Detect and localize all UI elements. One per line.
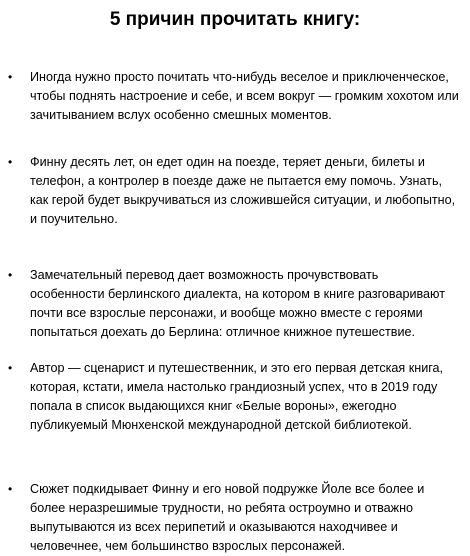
reason-line: особенности берлинского диалекта, на котором в книге разговаривают bbox=[30, 287, 445, 301]
reason-line: человечнее, чем большинство взрослых персонажей. bbox=[30, 539, 346, 553]
reason-text bbox=[30, 266, 464, 342]
reason-text bbox=[30, 68, 464, 125]
reason-line: как герой будет выкручиваться из сложившейся ситуации, и любопытно, bbox=[30, 193, 456, 207]
reason-line: чтобы поднять настроение и себе, и всем вокруг — громким хохотом или bbox=[30, 89, 459, 103]
reason-line: Иногда нужно просто почитать что-нибудь веселое и приключенческое, bbox=[30, 70, 449, 84]
reason-text bbox=[30, 153, 464, 229]
reason-text bbox=[30, 480, 464, 556]
reason-text bbox=[30, 359, 464, 435]
reason-line: Сюжет подкидывает Финну и его новой подружке Йоле все более и bbox=[30, 482, 425, 496]
reason-line: Замечательный перевод дает возможность прочувствовать bbox=[30, 268, 379, 282]
reason-line: Финну десять лет, он едет один на поезде, теряет деньги, билеты и bbox=[30, 155, 425, 169]
reason-line: зачитыванием вслух особенно смешных моментов. bbox=[30, 108, 332, 122]
reason-line: попала в список выдающихся книг «Белые вороны», ежегодно bbox=[30, 399, 397, 413]
reason-line: публикуемый Мюнхенской международной детской библиотекой. bbox=[30, 418, 412, 432]
reason-line: почти все взрослые персонажи, и вообще можно вместе с героями bbox=[30, 306, 423, 320]
bullet-icon: • bbox=[8, 482, 13, 496]
reason-line: более неразрешимые трудности, но ребята остроумно и отважно bbox=[30, 501, 414, 515]
page-title: 5 причин прочитать книгу: bbox=[109, 9, 361, 30]
reason-line: и поучительно. bbox=[30, 212, 118, 226]
reason-line: которая, кстати, имела настолько грандиозный успех, что в 2019 году bbox=[30, 380, 438, 394]
reason-line: телефон, а контролер в поезде даже не пытается ему помочь. Узнать, bbox=[30, 174, 443, 188]
reason-line: попытаться доехать до Берлина: отличное книжное путешествие. bbox=[30, 325, 415, 339]
reason-line: Автор — сценарист и путешественник, и это его первая детская книга, bbox=[30, 361, 444, 375]
bullet-icon: • bbox=[8, 70, 13, 84]
bullet-icon: • bbox=[8, 361, 13, 375]
reason-line: выпутываются из всех перипетий и оказываются находчивее и bbox=[30, 520, 398, 534]
bullet-icon: • bbox=[8, 268, 13, 282]
bullet-icon: • bbox=[8, 155, 13, 169]
